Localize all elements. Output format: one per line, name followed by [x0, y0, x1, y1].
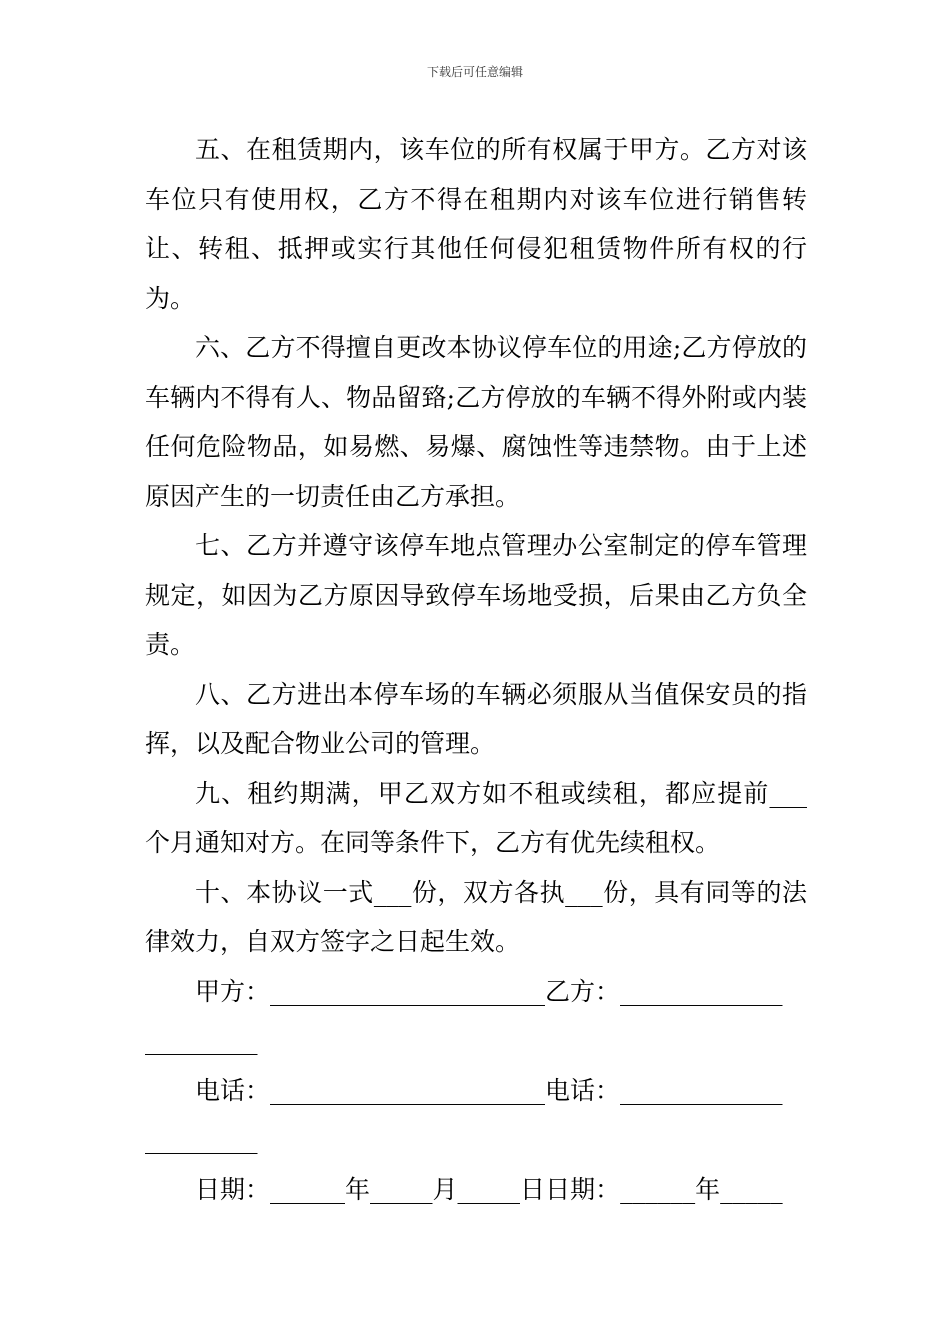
date-a-day-unit: 日 — [520, 1174, 546, 1204]
date-a-year-unit: 年 — [345, 1174, 371, 1204]
party-a-label: 甲方： — [195, 976, 271, 1006]
date-b-year-blank: ______ — [620, 1174, 696, 1204]
date-a-month-blank: _____ — [370, 1174, 433, 1204]
phone-line — [145, 1066, 807, 1165]
phone-a-blank: ______________________ — [270, 1075, 546, 1105]
document-body — [145, 125, 807, 1214]
phone-a-label: 电话： — [195, 1075, 271, 1105]
date-b-label: 日期： — [545, 1174, 621, 1204]
date-b-year-unit: 年 — [695, 1174, 721, 1204]
page-header: 下载后可任意编辑 — [426, 65, 523, 79]
phone-b-label: 电话： — [545, 1075, 621, 1105]
party-b-blank-continued: _________ — [145, 1026, 258, 1055]
clause-6: 六、乙方不得擅自更改本协议停车位的用途;乙方停放的车辆内不得有人、物品留臵;乙方停放的车辆不得外附或内装任何危险物品，如易燃、易爆、腐蚀性等违禁物。由于上述原因产生的一切责任由乙方承担。 — [145, 333, 807, 511]
clause-10: 十、本协议一式___份，双方各执___份，具有同等的法律效力，自双方签字之日起生效。 — [145, 877, 807, 956]
clause-7: 七、乙方并遵守该停车地点管理办公室制定的停车管理规定，如因为乙方原因导致停车场地受损，后果由乙方负全责。 — [145, 531, 807, 659]
phone-b-blank-continued: _________ — [145, 1125, 258, 1154]
date-a-label: 日期： — [195, 1174, 271, 1204]
clause-8: 八、乙方进出本停车场的车辆必须服从当值保安员的指挥，以及配合物业公司的管理。 — [145, 679, 807, 758]
date-a-day-blank: _____ — [457, 1174, 521, 1204]
date-line — [145, 1165, 807, 1215]
party-signature-line — [145, 967, 807, 1066]
clause-9: 九、租约期满，甲乙双方如不租或续租，都应提前___个月通知对方。在同等条件下，乙方有优先续租权。 — [145, 778, 807, 857]
party-b-label: 乙方： — [545, 976, 621, 1006]
clause-5: 五、在租赁期内，该车位的所有权属于甲方。乙方对该车位只有使用权，乙方不得在租期内对该车位进行销售转让、转租、抵押或实行其他任何侵犯租赁物件所有权的行为。 — [145, 135, 807, 313]
phone-b-blank: _____________ — [620, 1075, 783, 1105]
date-a-year-blank: ______ — [270, 1174, 346, 1204]
party-b-blank: _____________ — [620, 976, 783, 1006]
party-a-blank: ______________________ — [270, 976, 546, 1006]
date-b-month-blank: _____ — [720, 1174, 783, 1204]
date-a-month-unit: 月 — [432, 1174, 458, 1204]
